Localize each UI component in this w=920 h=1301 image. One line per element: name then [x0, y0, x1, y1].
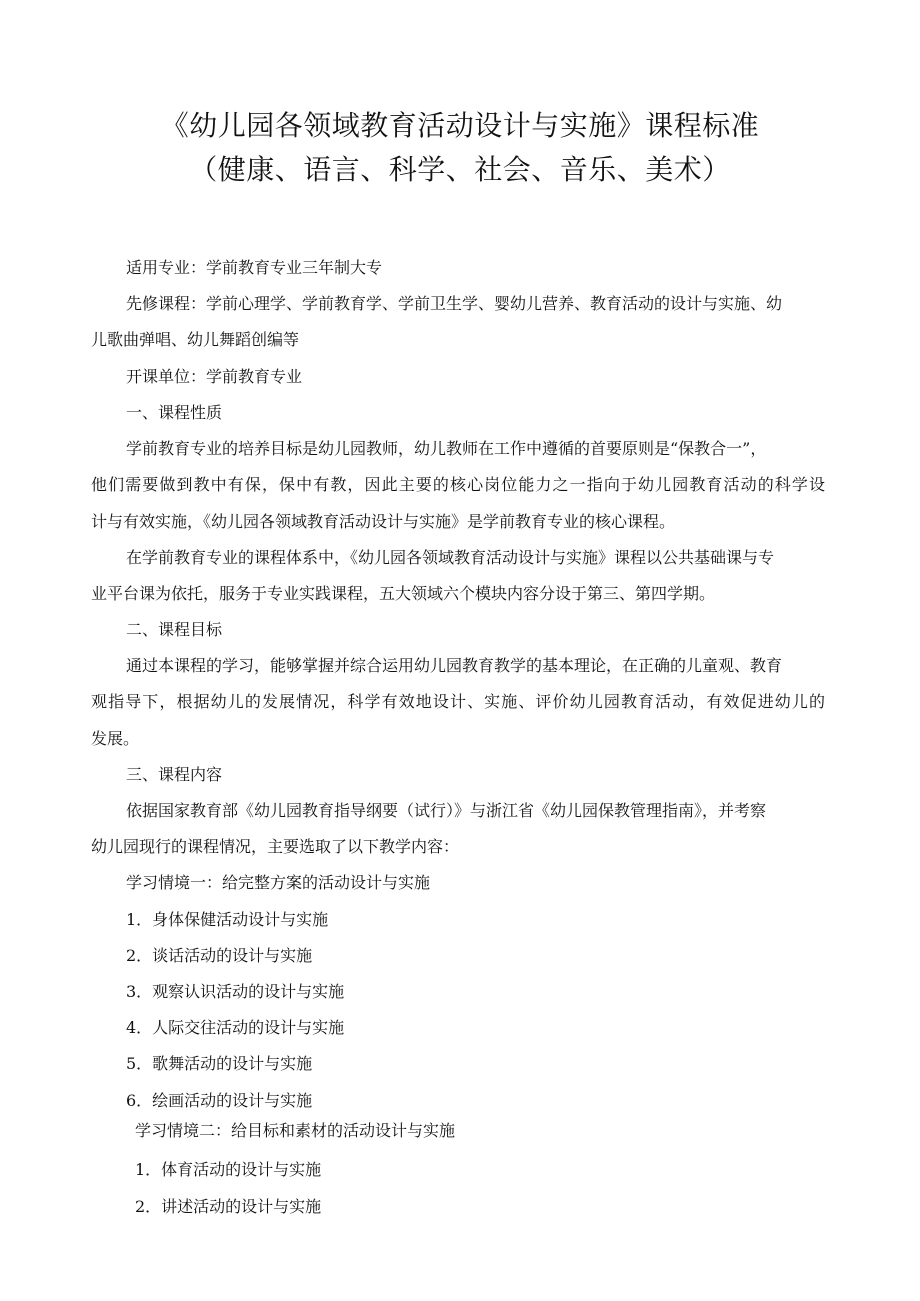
situation1-item: 1．身体保健活动设计与实施 — [126, 910, 329, 929]
meta-major-value: 学前教育专业三年制大专 — [206, 258, 383, 277]
section2-para-line1: 通过本课程的学习，能够掌握并综合运用幼儿园教育教学的基本理论，在正确的儿童观、教育 — [126, 656, 783, 675]
section1-para2-line2: 业平台课为依托，服务于专业实践课程，五大领域六个模块内容分设于第三、第四学期。 — [91, 584, 716, 603]
meta-prereq-cont: 儿歌曲弹唱、幼儿舞蹈创编等 — [91, 330, 300, 349]
meta-prereq-value: 学前心理学、学前教育学、学前卫生学、婴幼儿营养、教育活动的设计与实施、幼 — [206, 294, 783, 313]
situation2-heading: 学习情境二：给目标和素材的活动设计与实施 — [135, 1121, 456, 1140]
situation1-item: 6．绘画活动的设计与实施 — [126, 1091, 313, 1110]
document-subtitle: （健康、语言、科学、社会、音乐、美术） — [189, 153, 731, 186]
section2-para-line2: 观指导下，根据幼儿的发展情况，科学有效地设计、实施、评价幼儿园教育活动，有效促进幼儿的 — [91, 692, 825, 711]
section3-heading: 三、课程内容 — [126, 765, 223, 784]
situation2-item: 1．体育活动的设计与实施 — [135, 1160, 322, 1179]
document-title: 《幼儿园各领域教育活动设计与实施》课程标准 — [160, 109, 760, 142]
situation1-heading: 学习情境一：给完整方案的活动设计与实施 — [126, 873, 431, 892]
meta-prereq-label: 先修课程： — [126, 294, 207, 313]
section2-heading: 二、课程目标 — [126, 620, 223, 639]
section3-para-line2: 幼儿园现行的课程情况，主要选取了以下教学内容： — [91, 837, 460, 856]
meta-unit — [126, 367, 302, 387]
meta-major — [126, 258, 382, 278]
section1-para2-line1: 在学前教育专业的课程体系中，《幼儿园各领域教育活动设计与实施》课程以公共基础课与专 — [126, 548, 775, 567]
section1-para1-line2: 他们需要做到教中有保，保中有教，因此主要的核心岗位能力之一指向于幼儿园教育活动的科学设 — [91, 475, 825, 494]
situation1-item: 3．观察认识活动的设计与实施 — [126, 982, 345, 1001]
section3-para-line1: 依据国家教育部《幼儿园教育指导纲要（试行）》与浙江省《幼儿园保教管理指南》，并考察 — [126, 801, 767, 820]
situation2-item: 2．讲述活动的设计与实施 — [135, 1197, 322, 1216]
situation1-item: 2．谈话活动的设计与实施 — [126, 946, 313, 965]
section1-heading: 一、课程性质 — [126, 403, 223, 422]
meta-major-label: 适用专业： — [126, 258, 207, 277]
section2-para-line3: 发展。 — [91, 729, 140, 748]
meta-prereq — [126, 294, 825, 314]
meta-unit-label: 开课单位： — [126, 367, 207, 386]
meta-unit-value: 学前教育专业 — [206, 367, 303, 386]
section1-para1-line3: 计与有效实施，《幼儿园各领域教育活动设计与实施》是学前教育专业的核心课程。 — [91, 512, 676, 531]
situation1-item: 5．歌舞活动的设计与实施 — [126, 1054, 313, 1073]
section1-para1-line1: 学前教育专业的培养目标是幼儿园教师，幼儿教师在工作中遵循的首要原则是“保教合一”， — [126, 439, 767, 458]
situation1-item: 4．人际交往活动的设计与实施 — [126, 1018, 345, 1037]
